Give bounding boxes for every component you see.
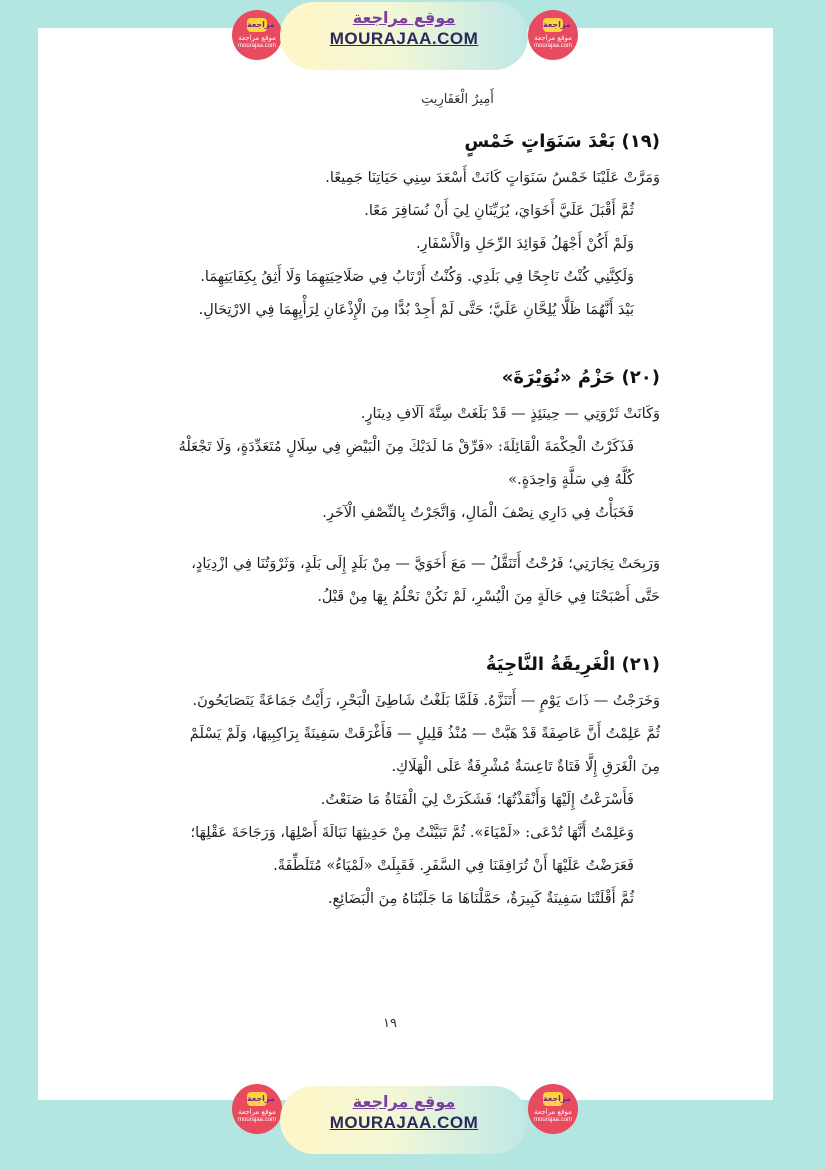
- paragraph: وَلَمْ أَكُنْ أَجْهَلُ فَوَائِدَ الرِّحَلِ وَالْأَسْفَارِ.: [415, 236, 634, 252]
- logo-mark-icon: مراجعة: [247, 18, 267, 32]
- paragraph: وَلَكِنَّنِي كُنْتُ نَاجِحًا فِي بَلَدِي. وَكُنْتُ أَرْتَابُ فِي صَلَاحِيَتِهِمَا وَلَا أَثِقُ بِكِفَايَتِهِمَا.: [200, 269, 634, 285]
- site-name-english[interactable]: MOURAJAA.COM: [329, 1113, 479, 1132]
- paragraph: فَأَسْرَعْتُ إِلَيْهَا وَأَنْقَذْتُهَا؛ فَشَكَرَتْ لِيَ الْفَتَاةُ مَا صَنَعْتُ.: [320, 792, 634, 808]
- document-body: [175, 92, 660, 916]
- section-title: (١٩) بَعْدَ سَنَوَاتٍ خَمْسٍ: [464, 131, 660, 152]
- paragraph: وَمَرَّتْ عَلَيْنَا خَمْسُ سَنَوَاتٍ كَانَتْ أَسْعَدَ سِنِي حَيَاتِنَا جَمِيعًا.: [325, 170, 660, 186]
- paragraph: فَخَبَأْتُ فِي دَارِي نِصْفَ الْمَالِ، وَاتَّجَرْتُ بِالنِّصْفِ الْآخَرِ.: [322, 505, 634, 521]
- site-logo-left[interactable]: مراجعة موقع مراجعة mourajaa.com: [232, 1084, 282, 1134]
- site-name-arabic[interactable]: موقع مراجعة: [352, 1092, 456, 1111]
- site-name-arabic[interactable]: موقع مراجعة: [352, 8, 456, 27]
- bottom-watermark: [0, 1080, 825, 1160]
- logo-mark-icon: مراجعة: [247, 1092, 267, 1106]
- site-logo-left[interactable]: مراجعة موقع مراجعة mourajaa.com: [232, 10, 282, 60]
- paragraph: وَرَبِحَتْ تِجَارَتِي؛ فَرُحْتُ أَتَنَقَّلُ — مَعَ أَخَوَيَّ — مِنْ بَلَدٍ إِلَى بَلَدٍ، وَثَرْوَتُنَا فِي ازْدِيَادٍ، حَتَّى أَصْبَحْنَا فِي حَالَةٍ مِنَ الْيُسْرِ، لَمْ نَكُنْ نَحْلُمُ بِهَا مِنْ قَبْلُ.: [191, 556, 660, 605]
- paragraph: بَيْدَ أَنَّهُمَا ظَلَّا يُلِحَّانِ عَلَيَّ؛ حَتَّى لَمْ أَجِدْ بُدًّا مِنَ الْإِذْعَانِ لِرَأْيِهِمَا فِي الارْتِحَالِ.: [198, 302, 634, 318]
- logo-mark-icon: مراجعة: [543, 1092, 563, 1106]
- section-title: (٢١) الْغَرِيقَةُ النَّاجِيَةُ: [485, 654, 660, 675]
- paragraph: وَعَلِمْتُ أَنَّهَا تُدْعَى: «لَمْيَاءَ». ثُمَّ تَبَيَّنْتُ مِنْ حَدِيثِهَا نَبَالَةَ أَصْلِهَا، وَرَجَاحَةَ عَقْلِهَا؛ فَعَرَضْتُ عَلَيْهَا أَنْ تُرَافِقَنَا فِي السَّفَرِ. فَقَبِلَتْ «لَمْيَاءُ» مُتَلَطِّفَةً.: [190, 825, 634, 874]
- top-watermark: [0, 0, 825, 80]
- paragraph: وَخَرَجْتُ — ذَاتَ يَوْمٍ — أَتَنَزَّهُ. فَلَمَّا بَلَغْتُ شَاطِئَ الْبَحْرِ، رَأَيْتُ جَمَاعَةً يَتَصَايَحُونَ. ثُمَّ عَلِمْتُ أَنَّ عَاصِفَةً قَدْ هَبَّتْ — مُنْذُ قَلِيلٍ — فَأَغْرَقَتْ سَفِينَةً بِرَاكِبِيهَا، وَلَمْ يَسْلَمْ مِنَ الْغَرَقِ إِلَّا فَتَاةٌ تَاعِسَةٌ مُشْرِفَةٌ عَلَى الْهَلَاكِ.: [189, 693, 660, 775]
- site-logo-right[interactable]: مراجعة موقع مراجعة mourajaa.com: [528, 1084, 578, 1134]
- site-banner[interactable]: [280, 1086, 528, 1154]
- running-header: أَمِيرُ الْعَفَارِيتِ: [421, 92, 494, 107]
- section-title: (٢٠) حَزْمُ «نُوَيْرَةَ»: [501, 367, 660, 388]
- page-number: ١٩: [383, 1016, 397, 1031]
- site-name-english[interactable]: MOURAJAA.COM: [329, 29, 479, 48]
- site-logo-right[interactable]: مراجعة موقع مراجعة mourajaa.com: [528, 10, 578, 60]
- paragraph: وَكَانَتْ ثَرْوَتِي — حِينَئِذٍ — قَدْ بَلَغَتْ سِتَّةَ آلَافِ دِينَارٍ.: [360, 406, 660, 422]
- site-banner[interactable]: [280, 2, 528, 70]
- paragraph: فَذَكَرْتُ الْحِكْمَةَ الْقَائِلَةَ: «فَرِّقْ مَا لَدَيْكَ مِنَ الْبَيْضِ فِي سِلَالٍ مُتَعَدِّدَةٍ، وَلَا تَجْعَلْهُ كُلَّهُ فِي سَلَّةٍ وَاحِدَةٍ.»: [178, 439, 634, 488]
- paragraph: ثُمَّ أَقْلَتْنَا سَفِينَةٌ كَبِيرَةٌ، حَمَّلْنَاهَا مَا جَلَبْنَاهُ مِنَ الْبَضَائِعِ.: [327, 891, 634, 907]
- logo-mark-icon: مراجعة: [543, 18, 563, 32]
- paragraph: ثُمَّ أَقْبَلَ عَلَيَّ أَخَوَايَ، يُزَيِّنَانِ لِيَ أَنْ نُسَافِرَ مَعًا.: [364, 203, 634, 219]
